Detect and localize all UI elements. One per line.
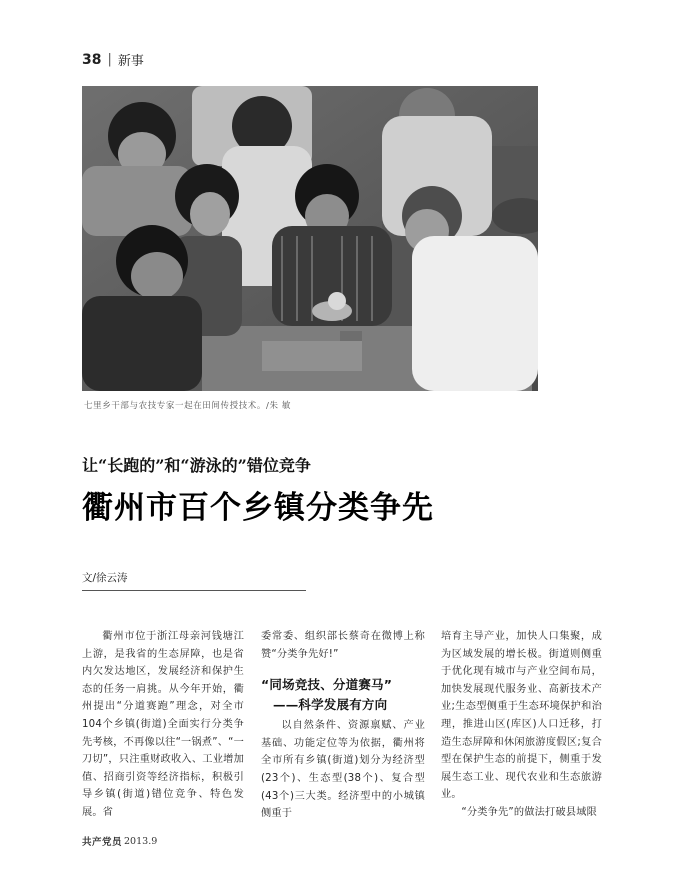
section-subheading: ——科学发展有方向 <box>273 697 388 713</box>
section-label: 新事 <box>117 54 144 69</box>
section-heading: “同场竞技、分道赛马” <box>261 677 393 693</box>
text-column-1 <box>82 628 244 822</box>
header-separator: | <box>107 52 112 67</box>
photo-illustration <box>82 86 538 391</box>
byline-rule <box>82 590 306 591</box>
page-footer <box>82 834 157 848</box>
article-headline: 衢州市百个乡镇分类争先 <box>82 490 434 526</box>
page-header <box>82 50 144 69</box>
paragraph: 培育主导产业，加快人口集聚，成为区域发展的增长极。街道则侧重于优化现有城市与产业空间布局，加快发展现代服务业、高新技术产业;生态型侧重于生态环境保护和治理，推进山区(库区)人口迁移，打造生态屏障和休闲旅游度假区;复合型在保护生态的前提下，侧重于发展生态工业、现代农业和生态旅游业。 <box>441 631 602 801</box>
text-column-3 <box>441 628 602 822</box>
text-column-2 <box>261 628 425 823</box>
magazine-logo: 共产党员 <box>82 837 123 848</box>
paragraph: 委常委、组织部长蔡奇在微博上称赞“分类争先好!” <box>261 631 425 660</box>
issue-number: 2013.9 <box>124 835 158 847</box>
page-number: 38 <box>82 51 102 68</box>
paragraph: 衢州市位于浙江母亲河钱塘江上游，是我省的生态屏障，也是省内欠发达地区，发展经济和保护生态的任务一肩挑。从今年开始，衢州提出“分道赛跑”理念，对全市104个乡镇(街道)全面实行分类争先考核，不再像以往“一锅煮”、“一刀切”，只注重财政收入、工业增加值、招商引资等经济指标，积极引导乡镇(街道)错位竞争、特色发展。省 <box>82 631 244 818</box>
paragraph: 以自然条件、资源禀赋、产业基础、功能定位等为依据，衢州将全市所有乡镇(街道)划分为经济型(23个)、生态型(38个)、复合型(43个)三大类。经济型中的小城镇侧重于 <box>261 720 425 820</box>
article-kicker: 让“长跑的”和“游泳的”错位竞争 <box>82 456 311 475</box>
paragraph: “分类争先”的做法打破县域限 <box>461 806 597 818</box>
photo-caption: 七里乡干部与农技专家一起在田间传授技术。/朱 敏 <box>84 401 291 411</box>
byline: 文/徐云涛 <box>82 572 128 584</box>
article-photo <box>82 86 538 391</box>
